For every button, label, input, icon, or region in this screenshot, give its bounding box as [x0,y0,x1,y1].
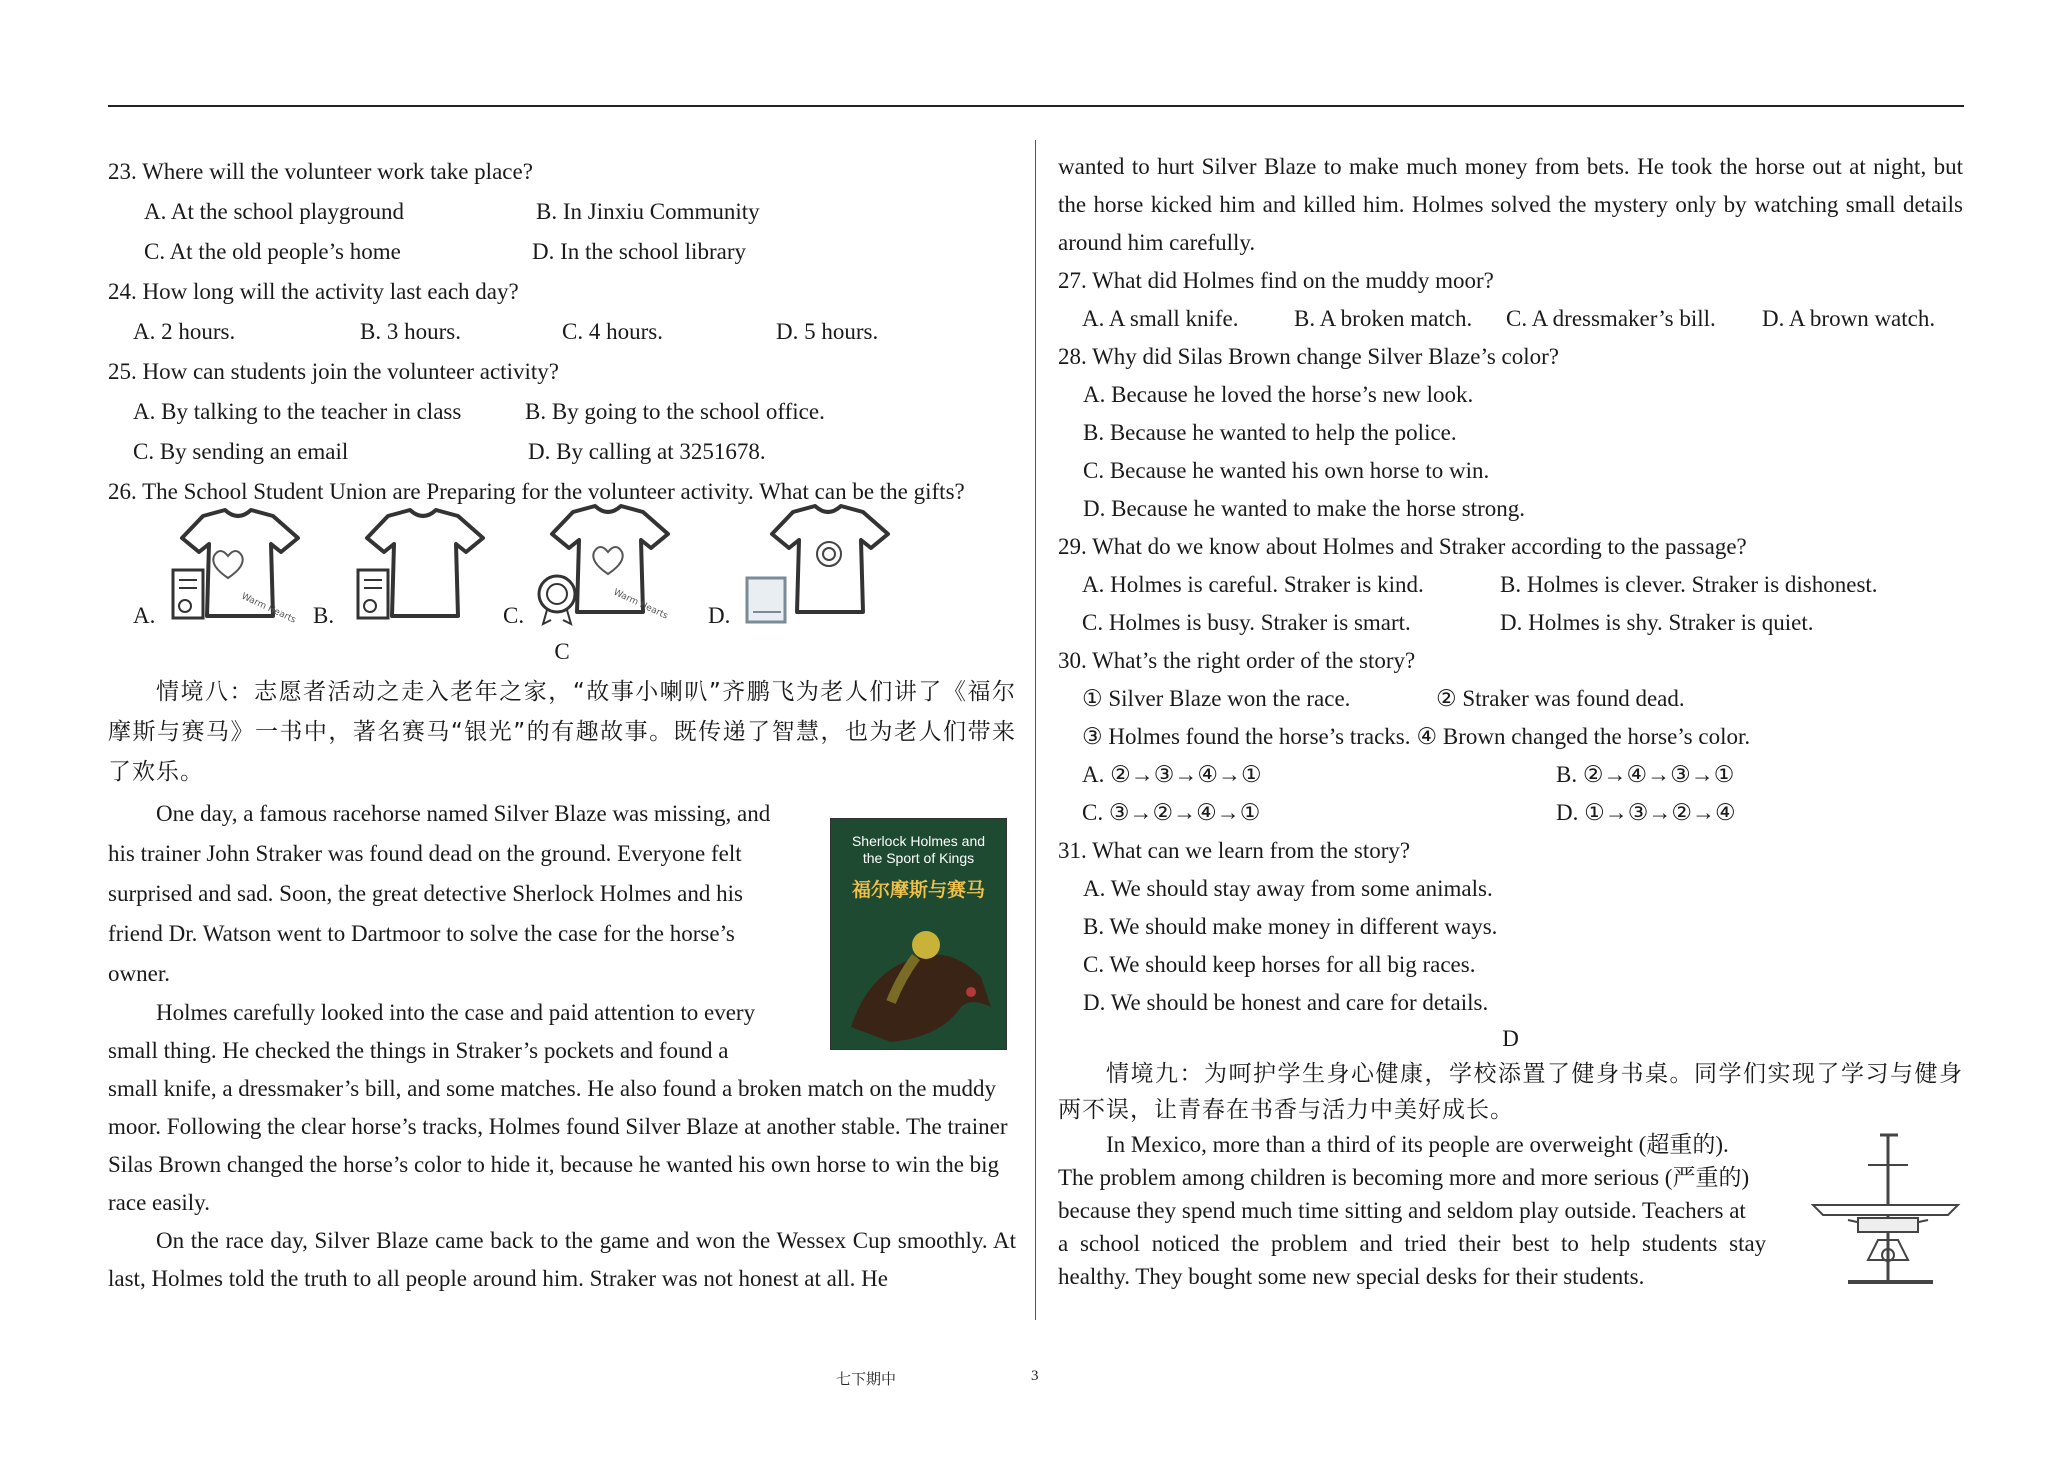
shirt-slogan: Warm Hearts [239,591,298,626]
section-d-heading: D [1502,1026,1519,1051]
question-26: 26. The School Student Union are Preparing for the volunteer activity. What can be the gifts? [108,479,965,504]
q29-option-b: B. Holmes is clever. Straker is dishonest. [1500,572,1878,597]
q30-option-d: D. ①→③→②→④ [1556,800,1736,825]
question-27: 27. What did Holmes find on the muddy moor? [1058,268,1494,293]
passage-c-continuation: wanted to hurt Silver Blaze to make much money from bets. He took the horse out at night, but the horse kicked him and killed him. Holmes solved the mystery only by watching small details around him carefully. [1058,154,1963,255]
left-column [108,152,1016,1298]
racehorse-illustration-icon [831,907,1006,1047]
gift-a-label: A. [133,603,156,628]
q29-option-c: C. Holmes is busy. Straker is smart. [1082,610,1411,635]
q27-option-a: A. A small knife. [1082,306,1239,331]
gift-option-b [313,514,483,634]
question-30-options-row1 [1058,756,1963,794]
gift-option-a [108,514,298,634]
q28-option-a: A. Because he loved the horse’s new look. [1083,382,1474,407]
passage-c-p1-line3: surprised and sad. Soon, the great detective Sherlock Holmes and his [108,881,743,906]
gift-d-label: D. [708,603,731,628]
question-25: 25. How can students join the volunteer activity? [108,359,559,384]
shirt-slogan: Warm Hearts [611,587,670,622]
gift-c-label: C. [503,603,525,628]
question-28: 28. Why did Silas Brown change Silver Blaze’s color? [1058,344,1560,369]
q28-option-b: B. Because he wanted to help the police. [1083,420,1457,445]
q25-option-b: B. By going to the school office. [525,399,825,424]
q30-event-1: ① Silver Blaze won the race. [1082,686,1351,711]
question-25-options-row2 [108,432,1016,472]
q25-option-c: C. By sending an email [133,439,349,464]
passage-d-line4: a school noticed the problem and tried their best to help students stay [1058,1231,1767,1256]
q27-option-d: D. A brown watch. [1762,306,1936,331]
passage-d-line5: healthy. They bought some new special desks for their students. [1058,1264,1645,1289]
passage-c-p1-line2: his trainer John Straker was found dead on the ground. Everyone felt [108,841,742,866]
question-30-events-row1 [1058,680,1963,718]
gift-options [108,514,1016,634]
q27-option-c: C. A dressmaker’s bill. [1506,306,1716,331]
q30-option-b: B. ②→④→③→① [1556,762,1735,787]
q30-event-4: ④ Brown changed the horse’s color. [1416,724,1751,749]
section-c-heading: C [554,639,570,664]
q25-option-a: A. By talking to the teacher in class [133,399,462,424]
footer-page-number: 3 [1031,1368,1039,1384]
question-23-options-row1 [108,192,1016,232]
question-24-options [108,312,1016,352]
q23-option-a: A. At the school playground [144,199,404,224]
q29-option-a: A. Holmes is careful. Straker is kind. [1082,572,1424,597]
passage-c-p1-line5: owner. [108,961,170,986]
q25-option-d: D. By calling at 3251678. [528,439,766,464]
passage-d-line1: In Mexico, more than a third of its people are overweight (超重的). [1106,1132,1729,1157]
passage-c-p3: On the race day, Silver Blaze came back to the game and won the Wessex Cup smoothly. At last, Holmes told the truth to all people around him. Straker was not honest at all. He [108,1228,1016,1291]
q31-option-d: D. We should be honest and care for details. [1083,990,1489,1015]
footer-exam-name: 七下期中 [836,1370,897,1388]
passage-d-line3: because they spend much time sitting and seldom play outside. Teachers at [1058,1198,1746,1223]
situation-9-intro: 情境九：为呵护学生身心健康，学校添置了健身书桌。同学们实现了学习与健身两不误，让青春在书香与活力中美好成长。 [1058,1061,1963,1123]
book-cover-image [830,818,1007,1050]
passage-c-p2-line2: small thing. He checked the things in Straker’s pockets and found a [108,1038,729,1063]
situation-8-intro: 情境八：志愿者活动之走入老年之家，“故事小喇叭”齐鹏飞为老人们讲了《福尔摩斯与赛马》一书中，著名赛马“银光”的有趣故事。既传递了智慧，也为老人们带来了欢乐。 [108,679,1016,785]
q29-option-d: D. Holmes is shy. Straker is quiet. [1500,610,1814,635]
q27-option-b: B. A broken match. [1294,306,1473,331]
passage-c-p1-line1: One day, a famous racehorse named Silver Blaze was missing, and [156,801,771,826]
question-30-events-row2 [1058,718,1963,756]
question-27-options [1058,300,1963,338]
q24-option-b: B. 3 hours. [360,319,461,344]
question-24: 24. How long will the activity last each day? [108,279,519,304]
question-25-options-row1 [108,392,1016,432]
q24-option-d: D. 5 hours. [776,319,879,344]
q31-option-a: A. We should stay away from some animals. [1083,876,1493,901]
question-23-options-row2 [108,232,1016,272]
q23-option-b: B. In Jinxiu Community [536,199,760,224]
question-30: 30. What’s the right order of the story? [1058,648,1416,673]
passage-c-p1-line4: friend Dr. Watson went to Dartmoor to solve the case for the horse’s [108,921,735,946]
q28-option-c: C. Because he wanted his own horse to win. [1083,458,1490,483]
book-title-english: Sherlock Holmes and the Sport of Kings [851,833,986,866]
gift-b-label: B. [313,603,335,628]
q31-option-b: B. We should make money in different ways. [1083,914,1498,939]
question-29-options-row2 [1058,604,1963,642]
question-30-options-row2 [1058,794,1963,832]
q24-option-a: A. 2 hours. [133,319,236,344]
tshirt-with-heart-and-medal-icon [533,502,683,627]
question-31: 31. What can we learn from the story? [1058,838,1411,863]
q30-option-a: A. ②→③→④→① [1082,762,1262,787]
tshirt-with-heart-and-certificate-icon [163,506,313,626]
passage-c-p2-rest: small knife, a dressmaker’s bill, and some matches. He also found a broken match on the muddy moor. Following the clear horse’s tracks, Holmes found Silver Blaze at another stable. The trainer Silas Brown changed the horse’s color to hide it, because he wanted his own horse to win the big race easily. [108,1076,1008,1215]
question-29: 29. What do we know about Holmes and Straker according to the passage? [1058,534,1747,559]
passage-d-line2: The problem among children is becoming more and more serious (严重的) [1058,1165,1750,1190]
q31-option-c: C. We should keep horses for all big races. [1083,952,1476,977]
question-23: 23. Where will the volunteer work take place? [108,159,533,184]
gift-option-c [503,514,693,634]
q30-event-2: ② Straker was found dead. [1436,686,1685,711]
header-rule [108,105,1964,107]
q28-option-d: D. Because he wanted to make the horse strong. [1083,496,1525,521]
q30-event-3: ③ Holmes found the horse’s tracks. [1082,724,1411,749]
gift-option-d [708,514,898,634]
question-29-options-row1 [1058,566,1963,604]
tshirt-with-medal-and-book-icon [743,502,903,627]
book-title-chinese: 福尔摩斯与赛马 [851,879,985,901]
column-divider [1035,140,1036,1320]
fitness-desk-illustration-icon [1808,1130,1963,1290]
passage-c-p2-line1: Holmes carefully looked into the case and paid attention to every [156,1000,756,1025]
plain-tshirt-with-certificate-icon [348,506,498,626]
passage-d [1058,1128,1798,1293]
q23-option-c: C. At the old people’s home [144,239,401,264]
q24-option-c: C. 4 hours. [562,319,663,344]
q23-option-d: D. In the school library [532,239,746,264]
right-column [1058,148,1963,1293]
q30-option-c: C. ③→②→④→① [1082,800,1261,825]
